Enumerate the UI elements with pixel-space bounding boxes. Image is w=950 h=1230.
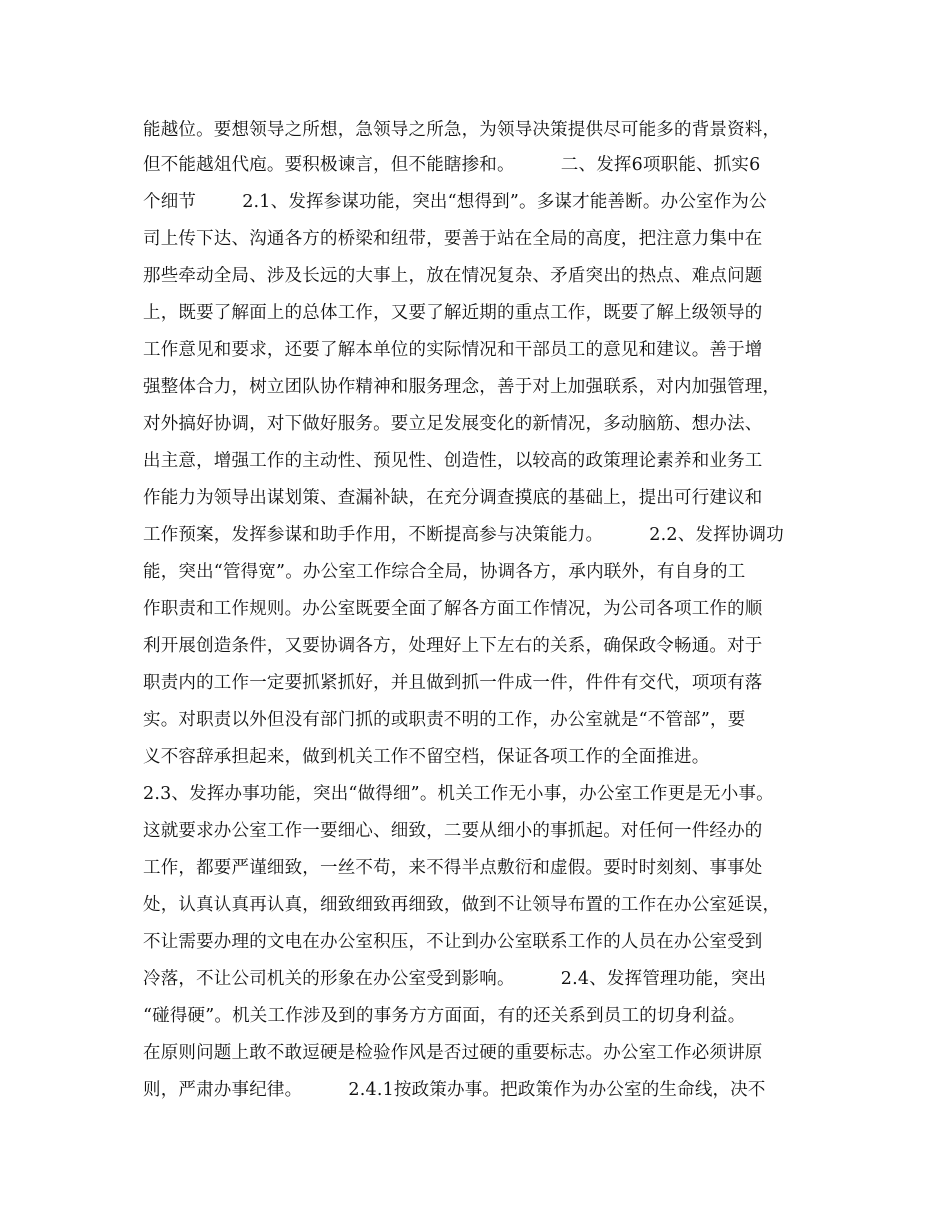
text-line: 强整体合力，树立团队协作精神和服务理念，善于对上加强联系，对内加强管理， [143, 377, 781, 397]
text-line: “碰得硬”。机关工作涉及到的事务方方面面，有的还关系到员工的切身利益。 [143, 1006, 746, 1026]
text-line: 能，突出“管得宽”。办公室工作综合全局，协调各方，承内联外，有自身的工 [143, 562, 746, 582]
text-line: 处，认真认真再认真，细致细致再细致，做到不让领导布置的工作在办公室延误， [143, 895, 781, 915]
text-line: 冷落，不让公司机关的形象在办公室受到影响。 2.4、发挥管理功能，突出 [143, 969, 767, 989]
text-line: 实。对职责以外但没有部门抓的或职责不明的工作，办公室就是“不管部”，要 [143, 710, 746, 730]
text-line: 义不容辞承担起来，做到机关工作不留空档，保证各项工作的全面推进。 [143, 747, 710, 767]
text-line: 个细节 2.1、发挥参谋功能，突出“想得到”。多谋才能善断。办公室作为公 [143, 192, 767, 212]
text-line: 作能力为领导出谋划策、查漏补缺，在充分调查摸底的基础上，提出可行建议和 [143, 488, 763, 508]
text-line: 2.3、发挥办事功能，突出“做得细”。机关工作无小事，办公室工作更是无小事。 [143, 784, 774, 804]
text-line: 在原则问题上敢不敢逗硬是检验作风是否过硬的重要标志。办公室工作必须讲原 [143, 1043, 763, 1063]
text-line: 能越位。要想领导之所想，急领导之所急，为领导决策提供尽可能多的背景资料， [143, 120, 781, 140]
text-line: 工作，都要严谨细致，一丝不苟，来不得半点敷衍和虚假。要时时刻刻、事事处 [143, 858, 763, 878]
text-line: 那些牵动全局、涉及长远的大事上，放在情况复杂、矛盾突出的热点、难点问题 [143, 266, 763, 286]
text-line: 职责内的工作一定要抓紧抓好，并且做到抓一件成一件，件件有交代，项项有落 [143, 673, 763, 693]
text-line: 司上传下达、沟通各方的桥梁和纽带，要善于站在全局的高度，把注意力集中在 [143, 229, 763, 249]
text-line: 则，严肃办事纪律。 2.4.1按政策办事。把政策作为办公室的生命线，决不 [143, 1080, 766, 1100]
text-line: 作职责和工作规则。办公室既要全面了解各方面工作情况，为公司各项工作的顺 [143, 599, 763, 619]
text-line: 上，既要了解面上的总体工作，又要了解近期的重点工作，既要了解上级领导的 [143, 303, 763, 323]
text-line: 工作意见和要求，还要了解本单位的实际情况和干部员工的意见和建议。善于增 [143, 340, 763, 360]
text-line: 利开展创造条件，又要协调各方，处理好上下左右的关系，确保政令畅通。对于 [143, 636, 763, 656]
text-line: 这就要求办公室工作一要细心、细致，二要从细小的事抓起。对任何一件经办的 [143, 821, 763, 841]
text-line: 对外搞好协调，对下做好服务。要立足发展变化的新情况，多动脑筋、想办法、 [143, 414, 763, 434]
text-line: 不让需要办理的文电在办公室积压，不让到办公室联系工作的人员在办公室受到 [143, 932, 763, 952]
text-line: 工作预案，发挥参谋和助手作用，不断提高参与决策能力。 2.2、发挥协调功 [143, 525, 784, 545]
text-line: 出主意，增强工作的主动性、预见性、创造性，以较高的政策理论素养和业务工 [143, 451, 763, 471]
text-line: 但不能越俎代庖。要积极谏言，但不能瞎掺和。 二、发挥6项职能、抓实6 [143, 155, 761, 175]
